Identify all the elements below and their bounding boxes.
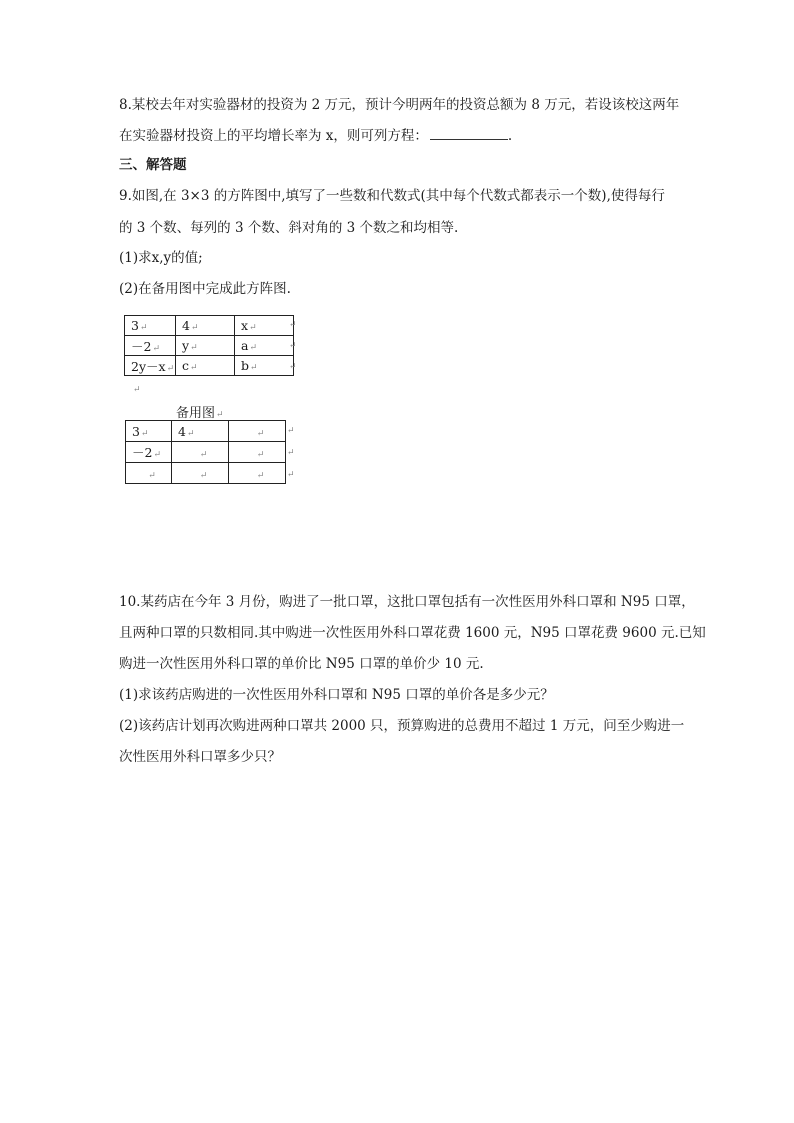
backup-grid-title: 备用图↵ — [176, 406, 224, 421]
table-cell: 4↵ — [172, 421, 229, 442]
row-end-mark: ↵ — [287, 426, 295, 436]
q9-line1: 9.如图,在 3×3 的方阵图中,填写了一些数和代数式(其中每个代数式都表示一个数),使得每行 — [119, 188, 665, 204]
q9-part2: (2)在备用图中完成此方阵图. — [119, 281, 291, 297]
table-cell: x↵ — [235, 316, 294, 336]
answer-blank[interactable] — [430, 125, 508, 140]
table-cell: b↵ — [235, 356, 294, 376]
table-row — [126, 421, 286, 442]
q10-line3: 购进一次性医用外科口罩的单价比 N95 口罩的单价少 10 元. — [119, 656, 484, 672]
table-cell: －2↵ — [125, 336, 176, 356]
row-end-mark: ↵ — [287, 470, 295, 480]
table-row — [125, 316, 294, 336]
q10-part2-line1: (2)该药店计划再次购进两种口罩共 2000 只，预算购进的总费用不超过 1 万元，问至少购进一 — [119, 718, 685, 734]
backup-square-table — [125, 420, 286, 484]
row-end-mark: ↵ — [289, 320, 297, 330]
table-cell: 2y－x↵ — [125, 356, 176, 376]
table-row — [126, 442, 286, 463]
table-cell: ↵ — [229, 463, 286, 484]
table-cell: y↵ — [176, 336, 235, 356]
table-cell: ↵ — [172, 442, 229, 463]
q8-line2-text: 在实验器材投资上的平均增长率为 x，则可列方程： — [119, 128, 428, 144]
table-cell: －2↵ — [126, 442, 172, 463]
q10-part2-line2: 次性医用外科口罩多少只？ — [119, 749, 281, 765]
table-cell: a↵ — [235, 336, 294, 356]
paragraph-mark: ↵ — [133, 385, 141, 395]
q10-line2: 且两种口罩的只数相同.其中购进一次性医用外科口罩花费 1600 元，N95 口罩花费 9600 元.已知 — [119, 625, 706, 641]
table-row — [125, 336, 294, 356]
q8-line1: 8.某校去年对实验器材的投资为 2 万元，预计今明两年的投资总额为 8 万元，若设该校这两年 — [119, 97, 680, 113]
table-row — [125, 356, 294, 376]
q8-tail: . — [507, 128, 513, 144]
table-cell: 3↵ — [126, 421, 172, 442]
q9-line2: 的 3 个数、每列的 3 个数、斜对角的 3 个数之和均相等. — [119, 220, 459, 236]
row-end-mark: ↵ — [287, 448, 295, 458]
table-cell: ↵ — [172, 463, 229, 484]
section-heading: 三、解答题 — [119, 157, 187, 173]
q8-line2 — [119, 125, 512, 145]
q9-part1: (1)求x,y的值; — [119, 250, 203, 266]
table-cell: 3↵ — [125, 316, 176, 336]
table-cell: ↵ — [229, 421, 286, 442]
table-cell: ↵ — [229, 442, 286, 463]
table-cell: 4↵ — [176, 316, 235, 336]
row-end-mark: ↵ — [289, 362, 297, 372]
q10-line1: 10.某药店在今年 3 月份，购进了一批口罩，这批口罩包括有一次性医用外科口罩和 N95 口罩， — [119, 594, 695, 610]
table-row — [126, 463, 286, 484]
table-cell: ↵ — [126, 463, 172, 484]
q10-part1: (1)求该药店购进的一次性医用外科口罩和 N95 口罩的单价各是多少元？ — [119, 687, 554, 703]
magic-square-table — [124, 315, 294, 376]
row-end-mark: ↵ — [289, 341, 297, 351]
table-cell: c↵ — [176, 356, 235, 376]
